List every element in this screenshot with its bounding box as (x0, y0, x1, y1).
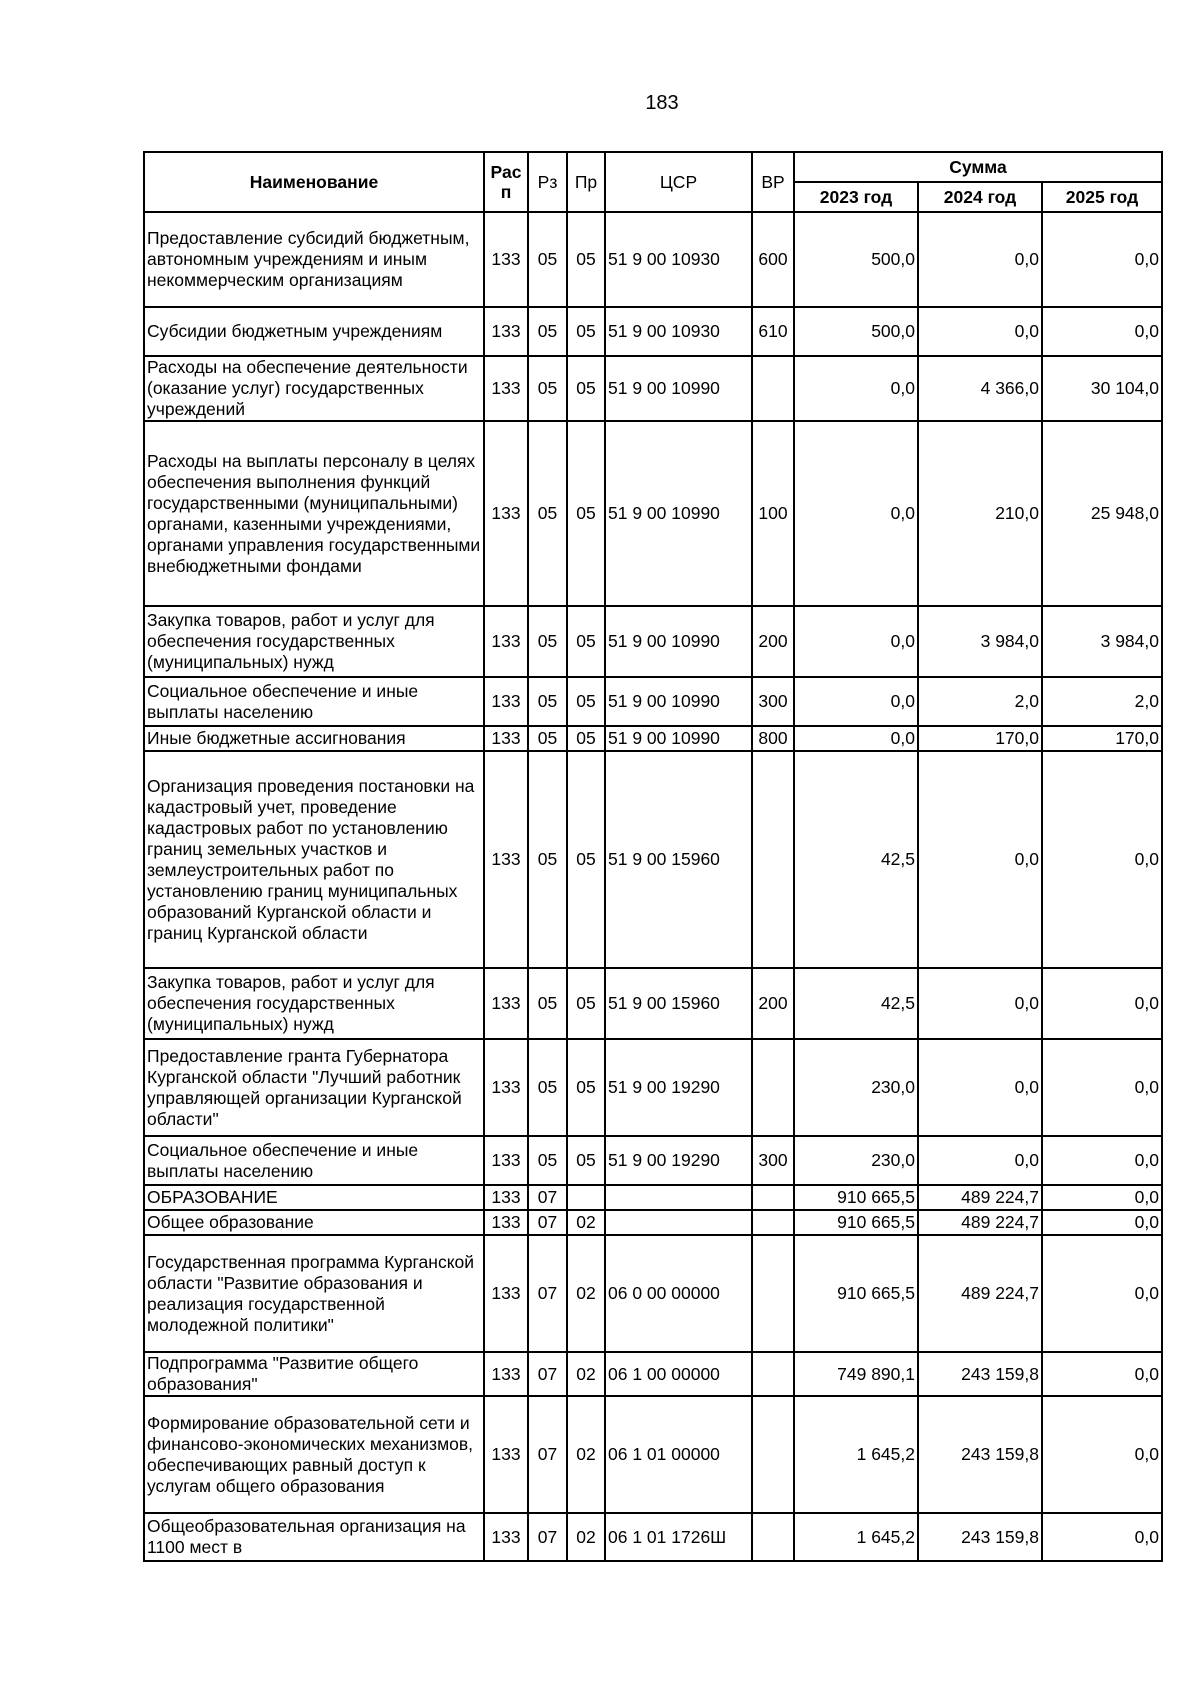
row-rz: 05 (528, 212, 567, 307)
table-row (144, 1235, 1162, 1352)
row-rz: 05 (528, 421, 567, 606)
table-row (144, 212, 1162, 307)
row-csr: 51 9 00 10930 (605, 212, 752, 307)
row-sum-2024: 2,0 (918, 677, 1042, 726)
row-csr (605, 1185, 752, 1210)
row-pr: 05 (567, 1039, 605, 1136)
table-row (144, 1185, 1162, 1210)
row-rz: 07 (528, 1513, 567, 1561)
table-row (144, 1039, 1162, 1136)
row-sum-2024: 0,0 (918, 307, 1042, 356)
header-year-2025: 2025 год (1042, 182, 1162, 212)
header-csr: ЦСР (605, 152, 752, 212)
row-sum-2023: 500,0 (794, 212, 918, 307)
row-sum-2025: 25 948,0 (1042, 421, 1162, 606)
row-sum-2023: 1 645,2 (794, 1396, 918, 1513)
row-vr: 610 (752, 307, 794, 356)
row-rz: 05 (528, 307, 567, 356)
row-rz: 07 (528, 1352, 567, 1396)
row-rz: 07 (528, 1210, 567, 1235)
page-number: 183 (645, 92, 679, 114)
table-row (144, 1136, 1162, 1185)
row-sum-2025: 0,0 (1042, 1235, 1162, 1352)
header-rasp-line1: Рас (490, 162, 522, 182)
row-vr (752, 1352, 794, 1396)
row-rasp: 133 (484, 1136, 528, 1185)
row-pr: 02 (567, 1210, 605, 1235)
row-vr: 800 (752, 726, 794, 751)
row-sum-2023: 500,0 (794, 307, 918, 356)
row-vr: 200 (752, 968, 794, 1039)
row-sum-2023: 0,0 (794, 677, 918, 726)
row-vr (752, 1513, 794, 1561)
row-pr: 05 (567, 751, 605, 968)
row-sum-2024: 0,0 (918, 1039, 1042, 1136)
row-csr: 51 9 00 10990 (605, 421, 752, 606)
row-csr: 06 0 00 00000 (605, 1235, 752, 1352)
row-name: Расходы на обеспечение деятельности (оказание услуг) государственных учреждений (144, 356, 484, 421)
row-rasp: 133 (484, 751, 528, 968)
row-name: Закупка товаров, работ и услуг для обеспечения государственных (муниципальных) нужд (144, 606, 484, 677)
row-pr: 05 (567, 307, 605, 356)
row-sum-2024: 170,0 (918, 726, 1042, 751)
row-sum-2023: 42,5 (794, 968, 918, 1039)
row-name: Формирование образовательной сети и финансово-экономических механизмов, обеспечивающих равный доступ к услугам общего образования (144, 1396, 484, 1513)
row-csr: 06 1 00 00000 (605, 1352, 752, 1396)
row-sum-2023: 0,0 (794, 606, 918, 677)
row-rz: 07 (528, 1235, 567, 1352)
row-csr: 51 9 00 15960 (605, 968, 752, 1039)
table-row (144, 606, 1162, 677)
row-rasp: 133 (484, 1210, 528, 1235)
row-sum-2024: 3 984,0 (918, 606, 1042, 677)
row-sum-2024: 243 159,8 (918, 1352, 1042, 1396)
row-sum-2023: 0,0 (794, 421, 918, 606)
table-row (144, 1210, 1162, 1235)
row-rasp: 133 (484, 1235, 528, 1352)
row-csr: 51 9 00 19290 (605, 1039, 752, 1136)
row-sum-2025: 0,0 (1042, 307, 1162, 356)
row-pr: 02 (567, 1396, 605, 1513)
row-sum-2023: 1 645,2 (794, 1513, 918, 1561)
row-vr: 600 (752, 212, 794, 307)
row-name: Подпрограмма "Развитие общего образования" (144, 1352, 484, 1396)
row-sum-2023: 230,0 (794, 1039, 918, 1136)
table-row (144, 726, 1162, 751)
row-sum-2025: 0,0 (1042, 751, 1162, 968)
row-pr: 05 (567, 677, 605, 726)
row-name: Расходы на выплаты персоналу в целях обеспечения выполнения функций государственными (муниципальными) органами, казенными учреждениями, органами управления государственными внебюджетными фондами (144, 421, 484, 606)
row-sum-2025: 0,0 (1042, 212, 1162, 307)
table-row (144, 1396, 1162, 1513)
row-vr (752, 356, 794, 421)
row-csr: 06 1 01 1726Ш (605, 1513, 752, 1561)
row-rasp: 133 (484, 1185, 528, 1210)
row-vr (752, 1235, 794, 1352)
header-rasp-line2: п (500, 182, 512, 202)
row-rz: 05 (528, 751, 567, 968)
row-rz: 05 (528, 677, 567, 726)
row-pr: 02 (567, 1513, 605, 1561)
table-row (144, 421, 1162, 606)
row-vr: 100 (752, 421, 794, 606)
header-vr: ВР (752, 152, 794, 212)
table-row (144, 968, 1162, 1039)
row-sum-2023: 910 665,5 (794, 1185, 918, 1210)
row-vr: 300 (752, 1136, 794, 1185)
header-summa: Сумма (794, 152, 1162, 182)
row-sum-2025: 0,0 (1042, 968, 1162, 1039)
row-name: Социальное обеспечение и иные выплаты населению (144, 677, 484, 726)
row-sum-2023: 910 665,5 (794, 1210, 918, 1235)
row-name: Закупка товаров, работ и услуг для обеспечения государственных (муниципальных) нужд (144, 968, 484, 1039)
row-vr: 200 (752, 606, 794, 677)
row-sum-2023: 749 890,1 (794, 1352, 918, 1396)
row-sum-2024: 489 224,7 (918, 1210, 1042, 1235)
row-sum-2023: 42,5 (794, 751, 918, 968)
row-vr (752, 1396, 794, 1513)
row-pr: 05 (567, 421, 605, 606)
row-sum-2023: 910 665,5 (794, 1235, 918, 1352)
row-rz: 05 (528, 606, 567, 677)
table-row (144, 1352, 1162, 1396)
row-rasp: 133 (484, 212, 528, 307)
row-sum-2025: 170,0 (1042, 726, 1162, 751)
header-name: Наименование (144, 152, 484, 212)
row-sum-2023: 0,0 (794, 356, 918, 421)
row-csr: 51 9 00 19290 (605, 1136, 752, 1185)
row-sum-2024: 0,0 (918, 1136, 1042, 1185)
row-csr (605, 1210, 752, 1235)
header-rasp (484, 152, 528, 212)
row-rz: 05 (528, 1136, 567, 1185)
row-rz: 05 (528, 1039, 567, 1136)
budget-table (143, 151, 1163, 1562)
table-row (144, 677, 1162, 726)
row-sum-2024: 0,0 (918, 212, 1042, 307)
row-rz: 07 (528, 1185, 567, 1210)
row-rasp: 133 (484, 1039, 528, 1136)
row-sum-2025: 3 984,0 (1042, 606, 1162, 677)
table-row (144, 307, 1162, 356)
row-pr: 05 (567, 726, 605, 751)
row-name: Организация проведения постановки на кадастровый учет, проведение кадастровых работ по установлению границ земельных участков и землеустроительных работ по установлению границ муниципальных образований Курганской области и границ Курганской области (144, 751, 484, 968)
table-body (144, 212, 1162, 1561)
row-csr: 51 9 00 10990 (605, 677, 752, 726)
row-pr: 02 (567, 1235, 605, 1352)
row-vr (752, 1210, 794, 1235)
row-vr (752, 1039, 794, 1136)
row-name: Предоставление гранта Губернатора Курганской области "Лучший работник управляющей организации Курганской области" (144, 1039, 484, 1136)
row-sum-2024: 489 224,7 (918, 1235, 1042, 1352)
row-csr: 51 9 00 10990 (605, 356, 752, 421)
row-sum-2023: 230,0 (794, 1136, 918, 1185)
row-sum-2024: 243 159,8 (918, 1396, 1042, 1513)
row-rasp: 133 (484, 968, 528, 1039)
row-name: Общее образование (144, 1210, 484, 1235)
row-vr (752, 751, 794, 968)
row-pr: 05 (567, 212, 605, 307)
row-vr (752, 1185, 794, 1210)
row-sum-2024: 489 224,7 (918, 1185, 1042, 1210)
row-vr: 300 (752, 677, 794, 726)
row-rasp: 133 (484, 606, 528, 677)
table-row (144, 1513, 1162, 1561)
row-name: Общеобразовательная организация на 1100 мест в (144, 1513, 484, 1561)
row-sum-2025: 0,0 (1042, 1396, 1162, 1513)
row-name: Государственная программа Курганской области "Развитие образования и реализация государственной молодежной политики" (144, 1235, 484, 1352)
header-year-2024: 2024 год (918, 182, 1042, 212)
header-year-2023: 2023 год (794, 182, 918, 212)
row-name: Субсидии бюджетным учреждениям (144, 307, 484, 356)
row-sum-2025: 0,0 (1042, 1513, 1162, 1561)
row-name: Предоставление субсидий бюджетным, автономным учреждениям и иным некоммерческим организациям (144, 212, 484, 307)
table-header (144, 152, 1162, 212)
row-csr: 51 9 00 10990 (605, 726, 752, 751)
row-sum-2025: 0,0 (1042, 1136, 1162, 1185)
row-csr: 51 9 00 10990 (605, 606, 752, 677)
table-row (144, 751, 1162, 968)
row-rasp: 133 (484, 726, 528, 751)
row-sum-2025: 0,0 (1042, 1185, 1162, 1210)
row-name: ОБРАЗОВАНИЕ (144, 1185, 484, 1210)
row-pr: 02 (567, 1352, 605, 1396)
row-sum-2023: 0,0 (794, 726, 918, 751)
row-pr: 05 (567, 968, 605, 1039)
row-csr: 51 9 00 10930 (605, 307, 752, 356)
header-pr: Пр (567, 152, 605, 212)
row-csr: 06 1 01 00000 (605, 1396, 752, 1513)
row-rasp: 133 (484, 677, 528, 726)
table-row (144, 356, 1162, 421)
row-pr: 05 (567, 1136, 605, 1185)
row-rz: 05 (528, 726, 567, 751)
row-rasp: 133 (484, 421, 528, 606)
row-sum-2025: 0,0 (1042, 1210, 1162, 1235)
row-rasp: 133 (484, 1513, 528, 1561)
row-sum-2025: 0,0 (1042, 1352, 1162, 1396)
row-rasp: 133 (484, 307, 528, 356)
row-sum-2024: 4 366,0 (918, 356, 1042, 421)
row-pr (567, 1185, 605, 1210)
row-sum-2024: 243 159,8 (918, 1513, 1042, 1561)
row-csr: 51 9 00 15960 (605, 751, 752, 968)
row-name: Иные бюджетные ассигнования (144, 726, 484, 751)
row-sum-2025: 0,0 (1042, 1039, 1162, 1136)
row-pr: 05 (567, 606, 605, 677)
row-sum-2024: 210,0 (918, 421, 1042, 606)
row-rz: 05 (528, 968, 567, 1039)
row-rz: 05 (528, 356, 567, 421)
row-pr: 05 (567, 356, 605, 421)
row-name: Социальное обеспечение и иные выплаты населению (144, 1136, 484, 1185)
header-rz: Рз (528, 152, 567, 212)
row-rasp: 133 (484, 1352, 528, 1396)
row-sum-2024: 0,0 (918, 968, 1042, 1039)
row-sum-2024: 0,0 (918, 751, 1042, 968)
row-rasp: 133 (484, 1396, 528, 1513)
row-rasp: 133 (484, 356, 528, 421)
row-sum-2025: 30 104,0 (1042, 356, 1162, 421)
row-sum-2025: 2,0 (1042, 677, 1162, 726)
row-rz: 07 (528, 1396, 567, 1513)
